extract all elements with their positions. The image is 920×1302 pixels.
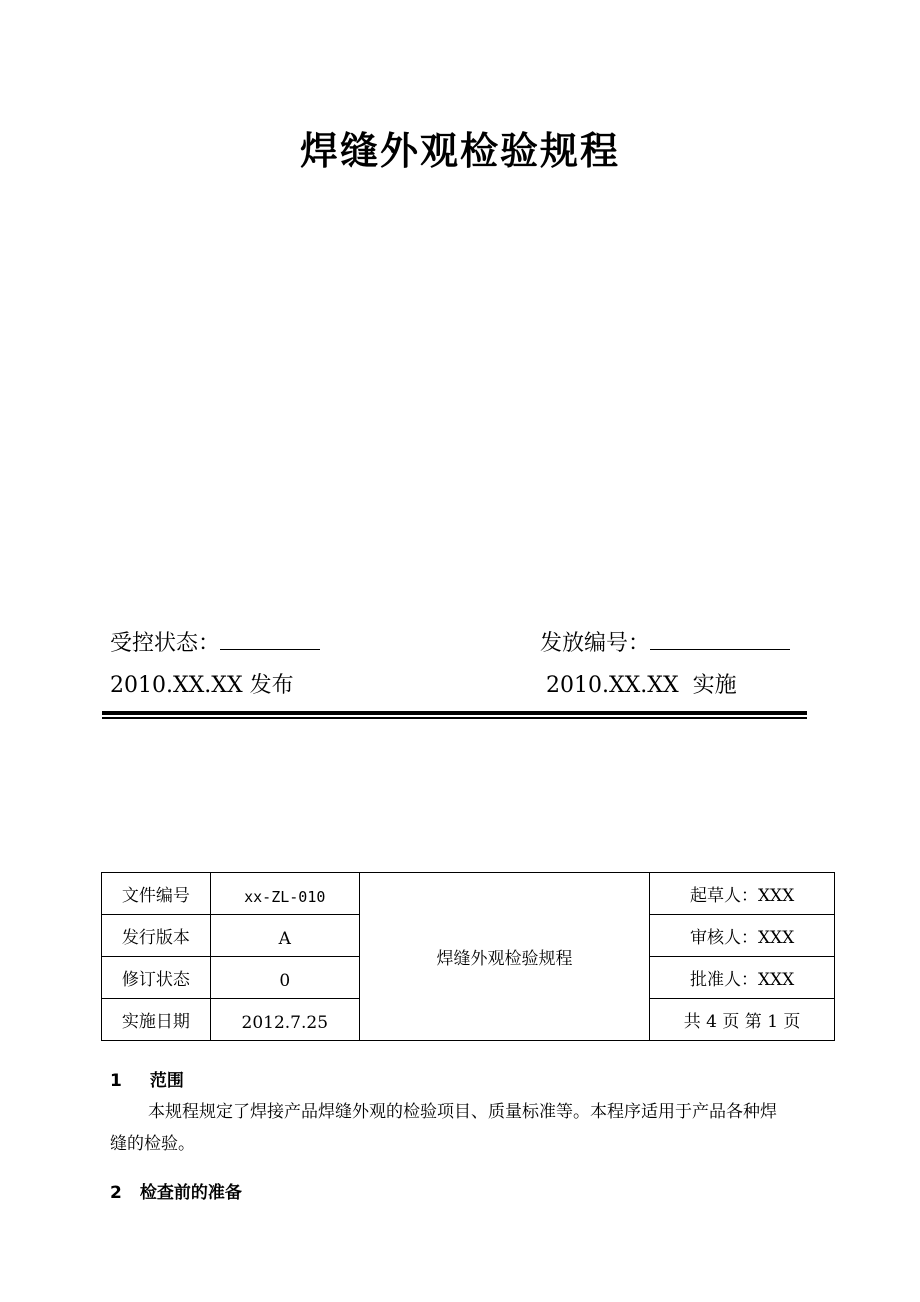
control-status-label: 受控状态： xyxy=(110,631,221,656)
section-title: 检查前的准备 xyxy=(139,1183,242,1203)
drafter: 起草人：XXX xyxy=(650,873,835,915)
table-doc-title: 焊缝外观检验规程 xyxy=(359,873,650,1041)
page-info: 共 4 页 第 1 页 xyxy=(650,999,835,1041)
cover-divider-thick xyxy=(102,711,807,715)
cover-divider-thin xyxy=(102,717,807,719)
document-info-table xyxy=(101,872,835,1041)
approver: 批准人：XXX xyxy=(650,957,835,999)
implement-date: 2010.XX.XX 实施 xyxy=(546,673,737,698)
file-no-label: 文件编号 xyxy=(102,873,211,915)
document-title: 焊缝外观检验规程 xyxy=(299,129,620,173)
issue-number-label: 发放编号： xyxy=(540,631,651,656)
section-1-heading xyxy=(110,1066,184,1091)
impl-date-value: 2012.7.25 xyxy=(210,999,359,1041)
version-label: 发行版本 xyxy=(102,915,211,957)
issue-number xyxy=(540,626,790,657)
version-value: A xyxy=(210,915,359,957)
impl-date-label: 实施日期 xyxy=(102,999,211,1041)
control-status-blank xyxy=(220,629,320,650)
revision-label: 修订状态 xyxy=(102,957,211,999)
section-1-body xyxy=(110,1096,835,1160)
section-1-body-line-2: 缝的检验。 xyxy=(110,1134,195,1154)
section-2-heading xyxy=(110,1178,242,1203)
control-status xyxy=(110,626,320,657)
section-title: 范围 xyxy=(149,1071,184,1091)
section-number: 2 xyxy=(110,1183,122,1203)
file-no-value: xx-ZL-010 xyxy=(210,873,359,915)
publish-date: 2010.XX.XX 发布 xyxy=(110,673,294,698)
revision-value: 0 xyxy=(210,957,359,999)
section-1-body-line-1: 本规程规定了焊接产品焊缝外观的检验项目、质量标准等。本程序适用于产品各种焊 xyxy=(148,1102,777,1122)
section-number: 1 xyxy=(110,1071,122,1091)
reviewer: 审核人：XXX xyxy=(650,915,835,957)
issue-number-blank xyxy=(650,629,790,650)
